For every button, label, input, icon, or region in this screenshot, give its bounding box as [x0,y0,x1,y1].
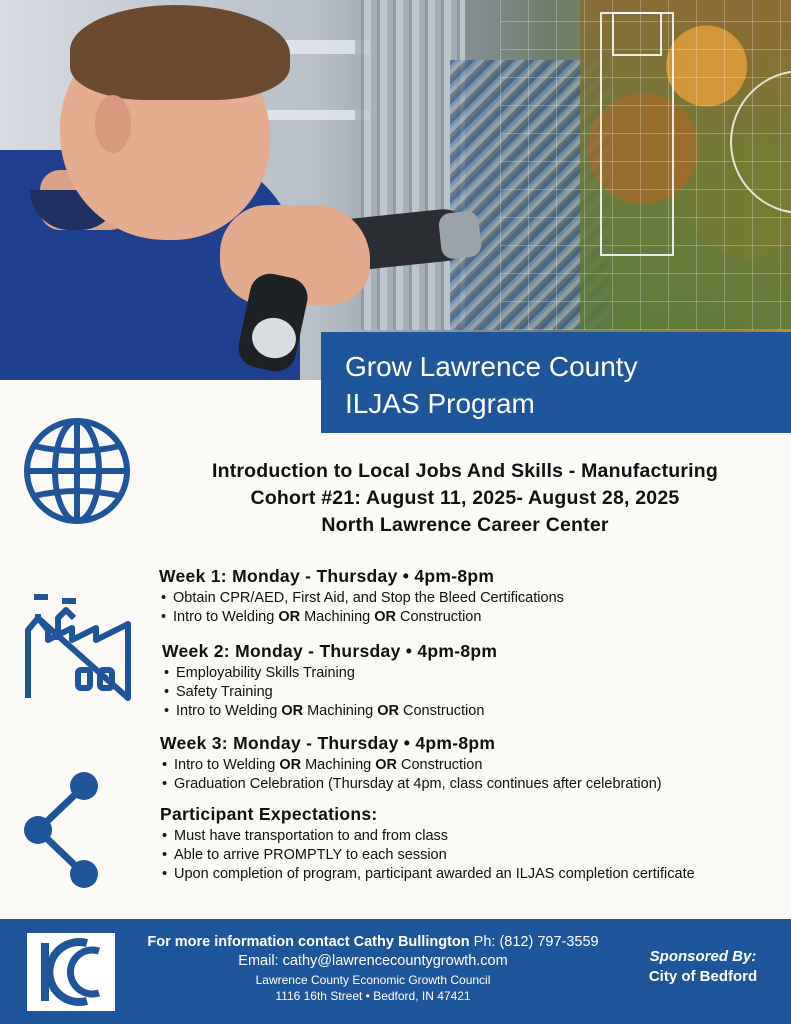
week2-item: • Intro to Welding OR Machining OR Construction [162,702,497,721]
footer-bar [0,919,791,1024]
headline-line2: Cohort #21: August 11, 2025- August 28, 2025 [250,487,680,509]
expectations-item: • Able to arrive PROMPTLY to each session [160,846,695,865]
expectations-heading: Participant Expectations: [160,804,378,824]
week2-section [162,640,497,721]
week2-heading: Week 2: Monday - Thursday • 4pm-8pm [162,641,498,661]
week3-item: • Graduation Celebration (Thursday at 4pm, class continues after celebration) [160,775,662,794]
expectations-item: • Must have transportation to and from class [160,827,695,846]
week1-heading: Week 1: Monday - Thursday • 4pm-8pm [159,566,495,586]
hero-photo [0,0,791,380]
program-title-line2: ILJAS Program [345,388,535,419]
org-address: 1116 16th Street • Bedford, IN 47421 [275,989,471,1003]
week2-item: • Employability Skills Training [162,664,497,683]
globe-icon [22,416,132,526]
week2-item: • Safety Training [162,683,497,702]
expectations-section [160,803,695,884]
program-headline [140,458,790,539]
factory-icon [22,590,134,705]
contact-phone[interactable]: Ph: (812) 797-3559 [469,934,599,950]
control-panel [355,0,465,330]
sponsor-block [628,947,778,987]
headline-line1: Introduction to Local Jobs And Skills - Manufacturing [211,460,719,482]
share-icon [20,770,102,888]
contact-name: For more information contact Cathy Bullington [147,934,470,950]
contact-info [118,933,628,1004]
program-title-box [321,332,791,433]
week1-item: • Obtain CPR/AED, First Aid, and Stop the Bleed Certifications [159,589,564,608]
week3-heading: Week 3: Monday - Thursday • 4pm-8pm [160,733,496,753]
program-title-line1: Grow Lawrence County [345,351,638,382]
week1-item: • Intro to Welding OR Machining OR Construction [159,608,564,627]
week1-section [159,565,564,627]
blueprint-bolt-head [612,12,662,56]
expectations-item: • Upon completion of program, participant awarded an ILJAS completion certificate [160,865,695,884]
headline-line3: North Lawrence Career Center [321,514,609,536]
sponsor-name: City of Bedford [648,968,758,985]
logo-mark [27,933,115,1011]
worker-hair [70,5,290,100]
worker-ear [95,95,131,153]
week3-section [160,732,662,794]
contact-email[interactable]: Email: cathy@lawrencecountygrowth.com [238,953,508,969]
week3-item: • Intro to Welding OR Machining OR Construction [160,756,662,775]
org-name: Lawrence County Economic Growth Council [255,973,491,987]
sponsor-label: Sponsored By: [649,948,757,965]
screwdriver-tip [438,210,483,260]
